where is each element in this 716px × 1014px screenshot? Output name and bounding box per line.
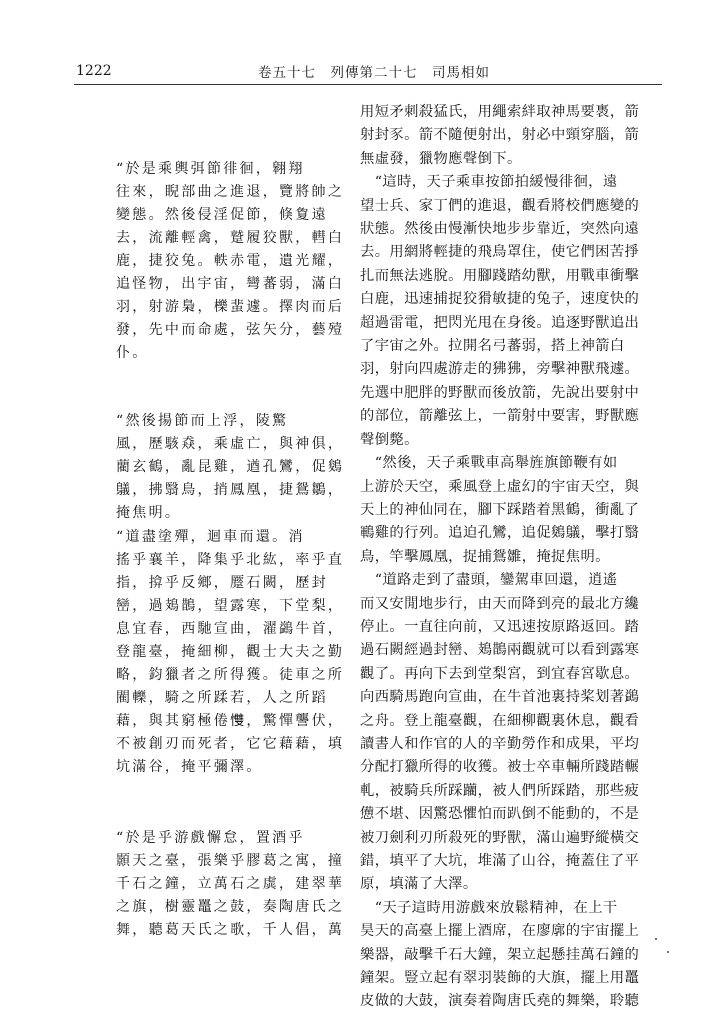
running-header: 卷五十七 列傳第二十七 司馬相如 <box>258 65 490 81</box>
right-translation-text: 用短矛刺殺猛氏，用繩索絆取神馬要褭，箭 射封豕。箭不隨便射出，射必中頸穿腦，箭 無虛發，獵物應聲倒下。 “這時，天子乘車按節拍緩慢徘徊，遠 望士兵、家丁們的進退，觀看將校們應變的 狀態。然後由慢漸快地步步靠近，突然向遠 去。用網將輕捷的飛鳥罩住，使它們困苦掙 扎而無法逃脫。用腳踐踏幼獸，用戰車衝擊 白鹿，迅速捕捉狡猾敏捷的兔子，速度快的 超過雷電，把閃光甩在身後。追逐野獸追出 了宇宙之外。拉開名弓蕃弱，搭上神箭白 羽，射向四處游走的狒狒，旁擊神獸飛遽。 先選中肥胖的野獸而後放箭，先說出要射中 的部位，箭離弦上，一箭射中要害，野獸應 聲倒斃。 “然後，天子乘戰車高舉旌旗節鞭有如 上游於天空，乘風登上虛幻的宇宙天空，與 天上的神仙同在，腳下踩踏着黑鶴，衝亂了 鶤雞的行列。追迫孔鸞，追促鵕鸃，擊打翳 鳥，竿擊鳳凰，捉捕鴛雛，掩捉焦明。 “道路走到了盡頭，鑾駕車回還，逍遙 而又安閒地步行，由天而降到亮的最北方纔 停止。一直往向前，又迅速按原路返回。踏 過石闕經過封巒、鳷鵲兩觀就可以看到露寒 觀了。再向下去到堂梨宮，到宜春宮歇息。 向西騎馬跑向宣曲，在牛首池裏持桨划著鷁 之舟。登上龍臺觀，在細柳觀裏休息，觀看 讀書人和作官的人的辛勤勞作和成果，平均 分配打獵所得的收獲。被士卒車輛所踐踏輾 軋，被騎兵所踩躪，被人們所踩踏，那些疲 憊不堪、因驚恐懼怕而趴倒不能動的，不是 被刀劍利刃所殺死的野獸，滿山遍野縱橫交 錯，填平了大坑，堆滿了山谷，掩蓋住了平 原，填滿了大澤。 “天子這時用游戲來放鬆精神，在上干 昊天的高臺上擺上酒席，在廖廓的宇宙擺上 樂器，敲擊千石大鐘，架立起懸挂萬石鐘的 鐘架。豎立起有翠羽裝飾的大旗，擺上用鼉 皮做的大鼓，演奏着陶唐氏堯的舞樂，聆聽 <box>360 104 640 1010</box>
scan-speck <box>655 938 657 940</box>
left-paragraph-1: “於是乘輿弭節徘徊，翱翔 往來，睨部曲之進退，覽將帥之 變態。然後侵淫促節，倏夐遠 去，流離輕禽，蹵履狡獸，轊白 鹿，捷狡兔。軼赤電，遺光耀， 追怪物，出宇宙，彎蕃弱，滿白 羽，射游梟，櫟蜚遽。擇肉而后 發，先中而命處，弦矢分，藝殪 仆。 <box>116 161 345 361</box>
page-number: 1222 <box>76 63 112 79</box>
header-rule <box>74 84 662 85</box>
left-paragraph-3: “道盡塗殫，迴車而還。消 搖乎襄羊，降集乎北紘，率乎直 指，揜乎反鄉，蹷石闕，歷封 巒，過鳷鵲，望露寒，下堂梨， 息宜春，西馳宣曲，濯鷁牛首， 登龍臺，掩細柳，觀士大夫之勤 略，鈞獵者之所得獲。徒車之所 閵轢，騎之所蹂若，人之所蹈 藉，與其窮極倦𢥠，驚憚讋伏， 不被創刃而死者，它它藉藉，填 坑滿谷，掩平彌澤。 <box>116 529 345 775</box>
scan-speck <box>667 951 669 953</box>
left-paragraph-4: “於是乎游戲懈怠，置酒乎 顥天之臺，張樂乎膠葛之寓，撞 千石之鐘，立萬石之虡，建翠華 之旗，樹靈鼉之鼓，奏陶唐氏之 舞，聽葛天氏之歌，千人倡，萬 <box>116 830 345 938</box>
left-paragraph-2: “然後揚節而上浮，陵驚 風，歷駭猋，乘虛亡，與神俱， 藺玄鶴，亂昆雞，遒孔鸞，促鵕 鸃，拂翳鳥，捎鳳凰，捷鴛鶵， 掩焦明。 <box>116 413 345 521</box>
